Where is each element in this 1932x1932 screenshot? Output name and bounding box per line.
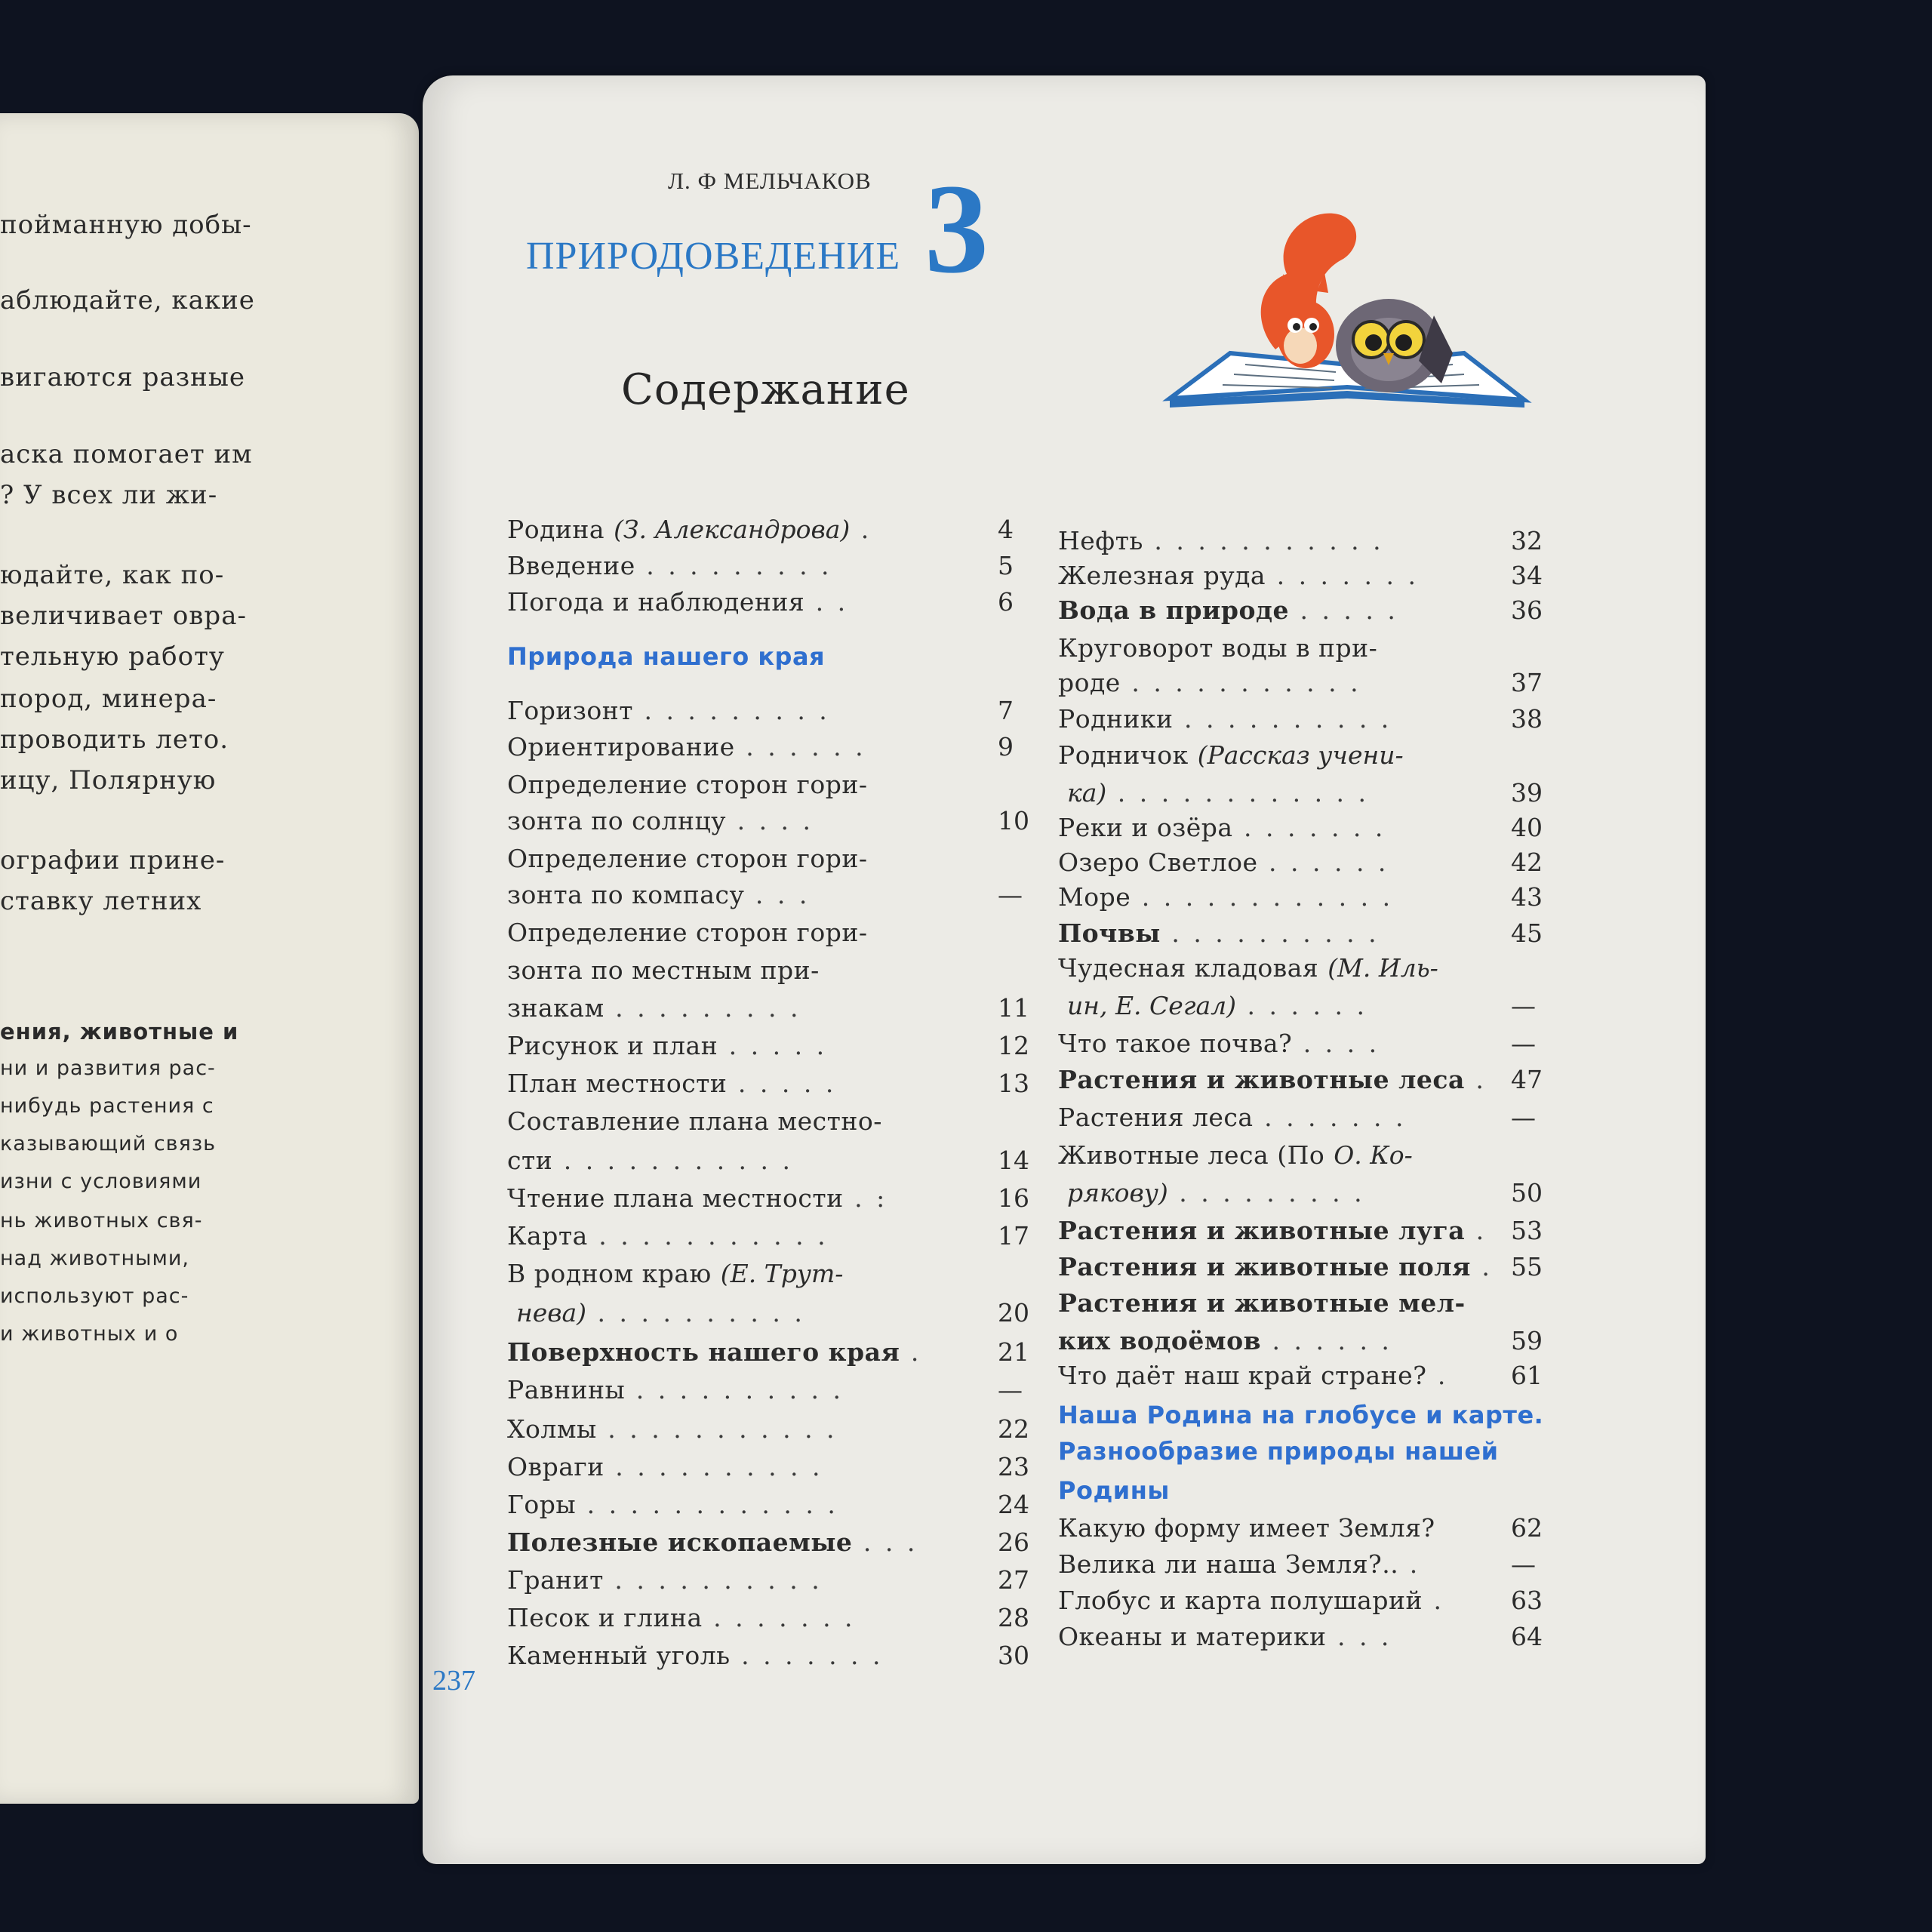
- left-page-line: ографии прине-: [0, 845, 226, 875]
- toc-entry: [507, 1488, 1029, 1521]
- toc-entry-title: Что даёт наш край стране?: [1058, 1361, 1427, 1390]
- toc-page-number: 9: [998, 732, 1014, 761]
- toc-page-number: 37: [1511, 668, 1543, 697]
- toc-page-number: 11: [998, 993, 1029, 1023]
- toc-entry: [507, 1067, 1029, 1100]
- toc-entry-title: Разнообразие природы нашей: [1058, 1437, 1499, 1466]
- toc-section-heading: [507, 640, 825, 673]
- toc-entry: [507, 1564, 1029, 1597]
- toc-page-number: 6: [998, 587, 1014, 617]
- toc-page-number: 50: [1511, 1178, 1543, 1208]
- page-number: 237: [432, 1665, 475, 1697]
- toc-page-number: 14: [998, 1146, 1029, 1175]
- squirrel-owl-reading-illustration: [1162, 202, 1532, 421]
- toc-leader-dots: . . . . . . . . . .: [604, 1452, 823, 1481]
- toc-entry-title: сти: [507, 1146, 553, 1175]
- toc-entry-author: (Рассказ учени-: [1197, 740, 1404, 770]
- toc-entry-title: Океаны и материки: [1058, 1622, 1327, 1651]
- toc-page-number: —: [1511, 991, 1536, 1020]
- toc-entry-title: зонта по компасу: [507, 880, 745, 909]
- toc-entry: [507, 513, 1014, 546]
- toc-entry: [1058, 1512, 1543, 1545]
- toc-entry-title: Животные леса (По: [1058, 1140, 1325, 1170]
- toc-leader-dots: . . . . . .: [1261, 1326, 1392, 1355]
- toc-entry-title: Растения и животные поля: [1058, 1252, 1471, 1281]
- toc-entry-title: Ориентирование: [507, 732, 735, 761]
- toc-entry: [507, 1144, 1029, 1177]
- toc-entry-title: Каменный уголь: [507, 1641, 731, 1670]
- toc-page-number: 36: [1511, 595, 1543, 625]
- left-page-line: казывающий связь: [0, 1132, 217, 1155]
- toc-entry-title: роде: [1058, 668, 1121, 697]
- toc-leader-dots: . . . . . . . . .: [1168, 1178, 1365, 1208]
- left-page-line: ения, животные и: [0, 1019, 239, 1044]
- toc-leader-dots: . . . . . . . . . .: [1173, 704, 1392, 734]
- toc-leader-dots: . .: [804, 587, 849, 617]
- toc-leader-dots: . . . . . . .: [1253, 1103, 1407, 1132]
- toc-entry: [1058, 1324, 1543, 1358]
- toc-leader-dots: . . . . . . . . . .: [603, 1565, 823, 1595]
- toc-entry-title: Круговорот воды в при-: [1058, 633, 1378, 663]
- toc-entry-title: Равнины: [507, 1375, 626, 1404]
- toc-entry: [1058, 846, 1543, 879]
- toc-page-number: 53: [1511, 1216, 1543, 1245]
- toc-entry-author: О. Ко-: [1334, 1140, 1413, 1170]
- toc-entry-title: Растения и животные луга: [1058, 1216, 1466, 1245]
- toc-page-number: —: [1511, 1029, 1536, 1058]
- toc-leader-dots: . . .: [852, 1527, 918, 1557]
- toc-entry: [1058, 952, 1438, 985]
- toc-entry: [1058, 594, 1543, 627]
- toc-page-number: 63: [1511, 1586, 1543, 1615]
- toc-page-number: 61: [1511, 1361, 1543, 1390]
- toc-leader-dots: . . . . . . . . . . .: [1143, 526, 1384, 555]
- author-name: Л. Ф МЕЛЬЧАКОВ: [668, 168, 872, 194]
- toc-page-number: —: [998, 880, 1023, 909]
- toc-leader-dots: . . .: [744, 880, 811, 909]
- toc-entry-author: нева): [516, 1298, 587, 1327]
- toc-page-number: 45: [1511, 918, 1543, 948]
- toc-entry-title: Растения и животные леса: [1058, 1065, 1465, 1094]
- toc-entry-author: (З. Александрова): [614, 515, 851, 544]
- toc-entry: [507, 1451, 1029, 1484]
- toc-leader-dots: . . . .: [1292, 1029, 1380, 1058]
- toc-entry: [1058, 666, 1543, 700]
- toc-entry: [1058, 1251, 1543, 1284]
- toc-entry-title: Овраги: [507, 1452, 605, 1481]
- toc-page-number: 21: [998, 1337, 1029, 1367]
- toc-page-number: 64: [1511, 1622, 1543, 1651]
- toc-page-number: 27: [998, 1565, 1029, 1595]
- toc-entry-title: Чтение плана местности: [507, 1183, 844, 1213]
- toc-entry-title: Определение сторон гори-: [507, 770, 868, 799]
- toc-entry-title: Карта: [507, 1221, 588, 1251]
- toc-entry: [1058, 739, 1404, 772]
- left-page-line: аска помогает им: [0, 439, 253, 469]
- toc-page-number: 43: [1511, 882, 1543, 912]
- toc-entry-title: Родничок: [1058, 740, 1189, 770]
- toc-section-heading: [1058, 1435, 1498, 1468]
- toc-leader-dots: .: [1465, 1216, 1487, 1245]
- toc-leader-dots: . . . . . . . . .: [604, 993, 801, 1023]
- toc-entry-title: Глобус и карта полушарий: [1058, 1586, 1423, 1615]
- toc-entry-author: (Е. Трут-: [720, 1259, 844, 1288]
- toc-leader-dots: . . .: [1326, 1622, 1392, 1651]
- toc-entry: [1058, 525, 1543, 558]
- left-page-line: тельную работу: [0, 641, 225, 672]
- toc-page-number: 4: [998, 515, 1014, 544]
- toc-entry: [1058, 989, 1536, 1023]
- toc-entry: [507, 731, 1014, 764]
- toc-entry: [507, 694, 1014, 728]
- toc-entry: [507, 1526, 1029, 1559]
- toc-entry-title: Реки и озёра: [1058, 813, 1233, 842]
- toc-entry-title: Озеро Светлое: [1058, 848, 1258, 877]
- contents-heading: Содержание: [621, 365, 910, 414]
- toc-leader-dots: .: [850, 515, 872, 544]
- toc-entry-title: Составление плана местно-: [507, 1106, 882, 1136]
- toc-section-heading: [1058, 1398, 1543, 1432]
- left-page-line: используют рас-: [0, 1284, 189, 1308]
- toc-entry-title: зонта по солнцу: [507, 806, 727, 835]
- toc-page-number: 20: [998, 1298, 1029, 1327]
- toc-leader-dots: . . . . . . . . . . .: [596, 1414, 838, 1444]
- left-page-line: ? У всех ли жи-: [0, 480, 218, 510]
- toc-leader-dots: . . . . . .: [1236, 991, 1367, 1020]
- toc-entry-title: Нефть: [1058, 526, 1143, 555]
- left-page-line: пород, минера-: [0, 684, 217, 714]
- toc-entry: [507, 804, 1029, 838]
- toc-leader-dots: . . . . . . .: [730, 1641, 884, 1670]
- toc-entry: [507, 954, 820, 987]
- toc-page-number: 62: [1511, 1513, 1543, 1543]
- toc-entry-title: Чудесная кладовая: [1058, 953, 1319, 983]
- toc-entry-title: Растения леса: [1058, 1103, 1254, 1132]
- toc-page-number: 39: [1511, 778, 1543, 808]
- toc-entry: [1058, 1214, 1543, 1247]
- toc-entry: [507, 1413, 1029, 1446]
- left-page-line: величивает овра-: [0, 601, 247, 631]
- toc-leader-dots: . . . . . . . . . . . .: [1131, 882, 1394, 912]
- toc-entry-title: Горизонт: [507, 696, 633, 725]
- toc-leader-dots: . . . .: [726, 806, 814, 835]
- toc-entry: [507, 549, 1014, 583]
- toc-leader-dots: .: [1470, 1252, 1493, 1281]
- toc-entry: [507, 1182, 1029, 1215]
- toc-entry-title: Железная руда: [1058, 561, 1266, 590]
- toc-leader-dots: . . . . . . . . . . . .: [576, 1490, 838, 1519]
- toc-entry-title: Гранит: [507, 1565, 604, 1595]
- toc-entry: [1058, 811, 1543, 844]
- toc-page-number: 13: [998, 1069, 1029, 1098]
- left-page-line: пойманную добы-: [0, 210, 252, 240]
- toc-leader-dots: . :: [843, 1183, 888, 1213]
- toc-entry-title: Вода в природе: [1058, 595, 1289, 625]
- toc-entry: [1058, 1359, 1543, 1392]
- toc-entry: [1058, 1027, 1536, 1060]
- toc-entry: [507, 1105, 882, 1138]
- toc-entry: [1058, 881, 1543, 914]
- toc-page-number: 47: [1511, 1065, 1543, 1094]
- toc-entry-title: Что такое почва?: [1058, 1029, 1293, 1058]
- toc-entry: [1058, 1177, 1543, 1210]
- toc-page-number: 5: [998, 551, 1014, 580]
- toc-page-number: 30: [998, 1641, 1029, 1670]
- toc-leader-dots: .: [1426, 1361, 1449, 1390]
- toc-leader-dots: . . . . . . . . . . .: [1120, 668, 1361, 697]
- toc-leader-dots: . . . . . . . . . .: [1160, 918, 1380, 948]
- toc-entry: [1058, 632, 1377, 665]
- toc-entry: [507, 1029, 1029, 1063]
- left-page-line: и животных и о: [0, 1322, 179, 1346]
- toc-page-number: —: [1511, 1549, 1536, 1579]
- toc-entry: [507, 586, 1014, 619]
- toc-entry-title: зонта по местным при-: [507, 955, 820, 985]
- toc-leader-dots: . . . . . . . . .: [635, 551, 832, 580]
- toc-entry-title: Определение сторон гори-: [507, 844, 868, 873]
- left-page-line: вигаются разные: [0, 362, 246, 392]
- left-page-line: ни и развития рас-: [0, 1057, 216, 1080]
- toc-page-number: 26: [998, 1527, 1029, 1557]
- toc-page-number: 23: [998, 1452, 1029, 1481]
- toc-entry: [507, 1639, 1029, 1672]
- toc-page-number: 16: [998, 1183, 1029, 1213]
- toc-leader-dots: . . . . .: [718, 1031, 828, 1060]
- grade-number: 3: [924, 158, 989, 300]
- toc-leader-dots: . . . . . .: [1257, 848, 1389, 877]
- toc-entry-author: (М. Иль-: [1327, 953, 1438, 983]
- toc-entry: [1058, 917, 1543, 950]
- left-page-line: проводить лето.: [0, 724, 229, 755]
- toc-entry: [507, 1297, 1029, 1330]
- toc-entry-title: В родном краю: [507, 1259, 712, 1288]
- toc-entry: [507, 878, 1023, 912]
- toc-entry-title: Природа нашего края: [507, 642, 826, 671]
- toc-section-heading: [1058, 1474, 1170, 1507]
- toc-entry-title: Велика ли наша Земля?..: [1058, 1549, 1399, 1579]
- toc-entry-title: Родины: [1058, 1476, 1170, 1505]
- toc-entry-title: Родина: [507, 515, 605, 544]
- toc-entry: [1058, 703, 1543, 736]
- book-title: ПРИРОДОВЕДЕНИЕ: [526, 235, 901, 278]
- toc-leader-dots: .: [1422, 1586, 1444, 1615]
- toc-entry: [507, 916, 868, 949]
- toc-entry-title: Полезные ископаемые: [507, 1527, 853, 1557]
- toc-leader-dots: .: [900, 1337, 922, 1367]
- toc-entry-title: Песок и глина: [507, 1603, 703, 1632]
- toc-leader-dots: . . . . . . .: [1266, 561, 1419, 590]
- left-page-line: аблюдайте, какие: [0, 285, 255, 315]
- toc-page-number: 55: [1511, 1252, 1543, 1281]
- toc-entry-title: Рисунок и план: [507, 1031, 718, 1060]
- toc-entry: [1058, 1139, 1413, 1172]
- toc-page-number: 17: [998, 1221, 1029, 1251]
- left-page-line: нь животных свя-: [0, 1209, 203, 1232]
- toc-leader-dots: . . . . . .: [734, 732, 866, 761]
- toc-page-number: 7: [998, 696, 1014, 725]
- toc-page-number: —: [998, 1375, 1023, 1404]
- toc-leader-dots: .: [1464, 1065, 1487, 1094]
- toc-entry: [507, 1257, 843, 1291]
- toc-page-number: 22: [998, 1414, 1029, 1444]
- toc-entry: [507, 842, 868, 875]
- toc-entry: [1058, 1063, 1543, 1097]
- left-page-line: ставку летних: [0, 886, 202, 916]
- toc-entry-title: Поверхность нашего края: [507, 1337, 900, 1367]
- toc-entry: [1058, 1620, 1543, 1654]
- toc-entry-title: ких водоёмов: [1058, 1326, 1262, 1355]
- toc-entry: [507, 1220, 1029, 1253]
- toc-entry: [1058, 559, 1543, 592]
- toc-entry-author: рякову): [1067, 1178, 1168, 1208]
- toc-page-number: 10: [998, 806, 1029, 835]
- toc-entry: [1058, 777, 1543, 810]
- toc-page-number: 28: [998, 1603, 1029, 1632]
- toc-leader-dots: . . . . . . . . .: [632, 696, 830, 725]
- toc-page-number: 34: [1511, 561, 1543, 590]
- toc-entry: [1058, 1101, 1536, 1134]
- toc-entry-title: Почвы: [1058, 918, 1161, 948]
- toc-page-number: 59: [1511, 1326, 1543, 1355]
- toc-entry-title: Растения и животные мел-: [1058, 1288, 1466, 1318]
- toc-entry-title: Горы: [507, 1490, 577, 1519]
- toc-entry-title: знакам: [507, 993, 605, 1023]
- left-page-line: изни с условиями: [0, 1170, 202, 1193]
- toc-leader-dots: . . . . .: [727, 1069, 837, 1098]
- toc-entry-title: Какую форму имеет Земля?: [1058, 1513, 1435, 1543]
- toc-entry: [1058, 1584, 1543, 1617]
- left-page-line: юдайте, как по-: [0, 560, 225, 590]
- toc-leader-dots: . . . . . . . . . . . .: [1106, 778, 1370, 808]
- left-page-line: ицу, Полярную: [0, 765, 217, 795]
- toc-page-number: 12: [998, 1031, 1029, 1060]
- toc-entry-title: Введение: [507, 551, 635, 580]
- toc-entry: [507, 1374, 1023, 1407]
- toc-entry-author: ка): [1067, 778, 1107, 808]
- toc-leader-dots: . . . . . . .: [702, 1603, 856, 1632]
- toc-page-number: —: [1511, 1103, 1536, 1132]
- toc-leader-dots: . . . . . . . . . . .: [587, 1221, 829, 1251]
- toc-entry: [507, 992, 1029, 1025]
- toc-entry-author: ин, Е. Сегал): [1067, 991, 1237, 1020]
- toc-entry-title: Погода и наблюдения: [507, 587, 805, 617]
- toc-leader-dots: . . . . .: [1288, 595, 1398, 625]
- toc-entry-title: Море: [1058, 882, 1131, 912]
- toc-page-number: 32: [1511, 526, 1543, 555]
- toc-leader-dots: . . . . . . . . . . .: [552, 1146, 794, 1175]
- toc-entry-title: План местности: [507, 1069, 728, 1098]
- left-page-line: над животными,: [0, 1247, 189, 1270]
- toc-entry: [507, 1336, 1029, 1369]
- toc-entry-title: Наша Родина на глобусе и карте.: [1058, 1401, 1544, 1429]
- toc-leader-dots: . . . . . . . . . .: [625, 1375, 844, 1404]
- toc-page-number: 40: [1511, 813, 1543, 842]
- toc-entry-title: Определение сторон гори-: [507, 918, 868, 947]
- toc-leader-dots: . . . . . . .: [1232, 813, 1386, 842]
- toc-page-number: 42: [1511, 848, 1543, 877]
- toc-entry: [507, 1601, 1029, 1635]
- left-page-line: нибудь растения с: [0, 1094, 214, 1118]
- toc-entry: [507, 768, 868, 801]
- toc-entry: [1058, 1548, 1536, 1581]
- toc-entry-title: Родники: [1058, 704, 1174, 734]
- toc-leader-dots: . . . . . . . . . .: [586, 1298, 805, 1327]
- toc-page-number: 38: [1511, 704, 1543, 734]
- toc-leader-dots: .: [1398, 1549, 1421, 1579]
- toc-entry: [1058, 1287, 1466, 1320]
- toc-entry-title: Холмы: [507, 1414, 597, 1444]
- left-page: [0, 113, 419, 1804]
- toc-page-number: 24: [998, 1490, 1029, 1519]
